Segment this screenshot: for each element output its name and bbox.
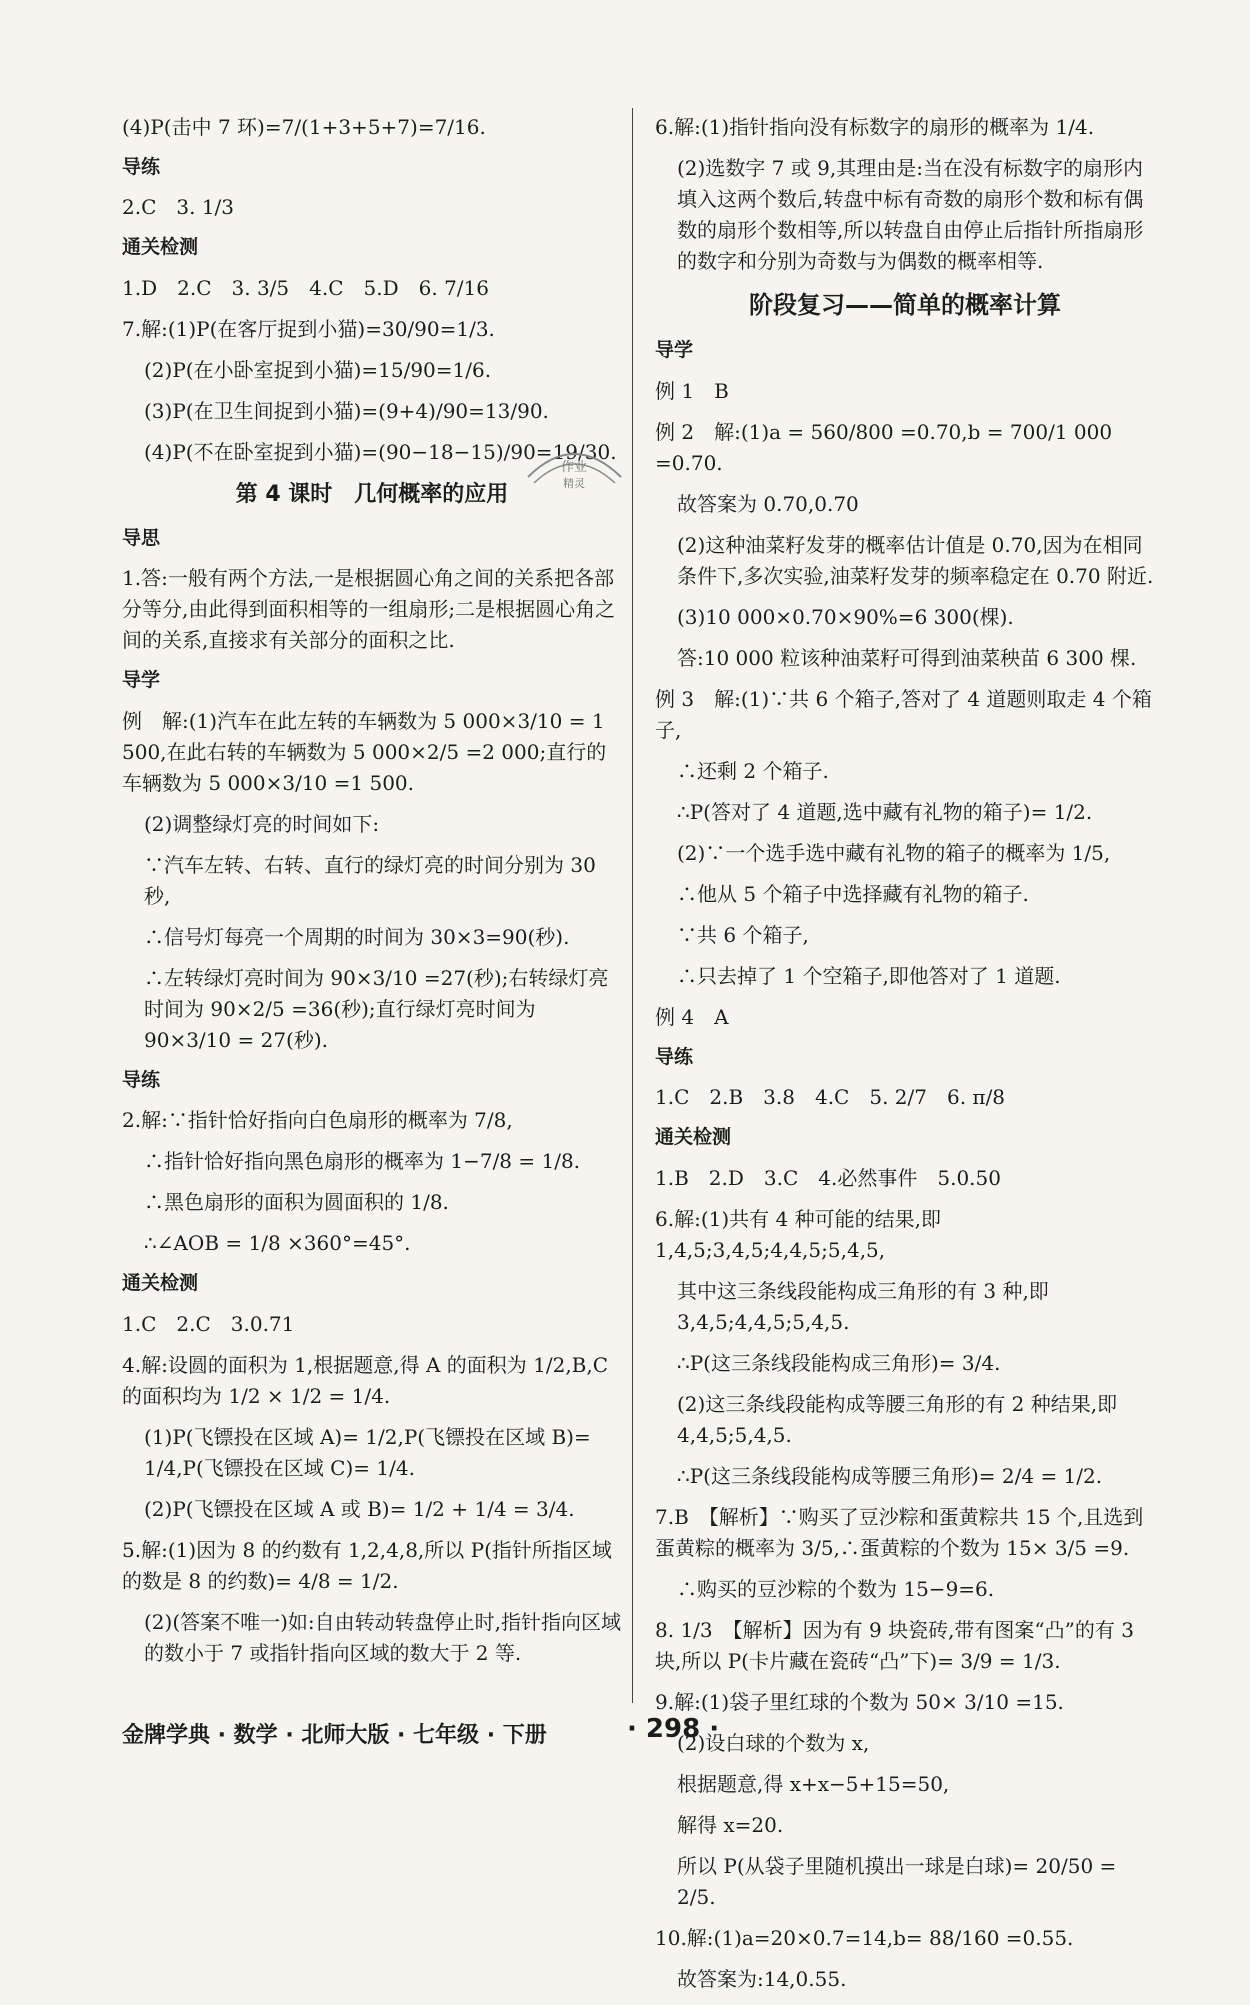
answer-line: ∴P(这三条线段能构成三角形)= 3/4. <box>677 1350 1001 1375</box>
answer-line: (1)P(飞镖投在区域 A)= 1/2,P(飞镖投在区域 B)= 1/4,P(飞镖投在区域 C)= 1/4. <box>144 1424 591 1480</box>
answer-line: 故答案为:14,0.55. <box>677 1966 847 1991</box>
answer-line: (3)10 000×0.70×90%=6 300(棵). <box>677 604 1014 629</box>
answer-line: 7.解:(1)P(在客厅捉到小猫)=30/90=1/3. <box>122 316 495 341</box>
answer-line: ∴他从 5 个箱子中选择藏有礼物的箱子. <box>677 881 1029 906</box>
answer-line: (2)∵一个选手选中藏有礼物的箱子的概率为 1/5, <box>677 840 1111 865</box>
lesson-title: 第 4 课时 几何概率的应用 <box>235 481 509 507</box>
answer-line: 例 3 解:(1)∵共 6 个箱子,答对了 4 道题则取走 4 个箱子, <box>655 686 1152 742</box>
answer-line: ∴还剩 2 个箱子. <box>677 758 829 783</box>
answer-line: 6.解:(1)共有 4 种可能的结果,即 1,4,5;3,4,5;4,4,5;5,4,5, <box>655 1206 941 1262</box>
answer-line: 1.C 2.C 3.0.71 <box>122 1311 295 1336</box>
book-title: 金牌学典 · 数学 · 北师大版 · 七年级 · 下册 <box>122 1723 547 1748</box>
lesson-title: 阶段复习——简单的概率计算 <box>749 291 1061 319</box>
page-number: · 298 · <box>627 1714 720 1744</box>
answer-line: 例 4 A <box>655 1004 729 1029</box>
answer-line: ∴信号灯每亮一个周期的时间为 30×3=90(秒). <box>144 924 570 949</box>
answer-line: 2.C 3. 1/3 <box>122 195 235 220</box>
answer-line: 9.解:(1)袋子里红球的个数为 50× 3/10 =15. <box>655 1689 1064 1714</box>
answer-line: 1.C 2.B 3.8 4.C 5. 2/7 6. π/8 <box>655 1085 1006 1110</box>
section-heading: 通关检测 <box>655 1126 732 1149</box>
answer-line: ∵共 6 个箱子, <box>677 922 809 947</box>
section-heading: 导学 <box>122 669 161 692</box>
answer-line: (2)调整绿灯亮的时间如下: <box>144 811 380 836</box>
stamp-text-1: 作业 <box>560 460 588 475</box>
answer-line: ∵汽车左转、右转、直行的绿灯亮的时间分别为 30 秒, <box>144 852 596 908</box>
answer-line: 答:10 000 粒该种油菜籽可得到油菜秧苗 6 300 棵. <box>677 645 1137 670</box>
answer-line: ∴P(答对了 4 道题,选中藏有礼物的箱子)= 1/2. <box>677 799 1093 824</box>
answer-line: 8. 1/3 【解析】因为有 9 块瓷砖,带有图案“凸”的有 3 块,所以 P(卡片藏在瓷砖“凸”下)= 3/9 = 1/3. <box>655 1617 1134 1673</box>
page-footer <box>122 1712 1152 1752</box>
section-heading: 通关检测 <box>122 1272 199 1295</box>
answer-line: 例 2 解:(1)a = 560/800 =0.70,b = 700/1 000 =0.70. <box>655 419 1113 475</box>
answer-line: (4)P(不在卧室捉到小猫)=(90−18−15)/90=19/30. <box>144 439 617 464</box>
section-heading: 通关检测 <box>122 236 199 259</box>
answer-line: (2)选数字 7 或 9,其理由是:当在没有标数字的扇形内填入这两个数后,转盘中标有奇数的扇形个数和标有偶数的扇形个数相等,所以转盘自由停止后指针所指扇形的数字和分别为奇数与为偶数的概率相等. <box>677 156 1144 273</box>
answer-line: 1.D 2.C 3. 3/5 4.C 5.D 6. 7/16 <box>122 275 489 300</box>
answer-line: (2)这种油菜籽发芽的概率估计值是 0.70,因为在相同条件下,多次实验,油菜籽发芽的频率稳定在 0.70 附近. <box>677 532 1154 588</box>
left-column <box>122 112 622 1679</box>
answer-line: (4)P(击中 7 环)=7/(1+3+5+7)=7/16. <box>122 115 486 139</box>
answer-line: 解得 x=20. <box>677 1812 784 1837</box>
answer-line: ∴购买的豆沙粽的个数为 15−9=6. <box>677 1576 995 1601</box>
answer-line: ∴∠AOB = 1/8 ×360°=45°. <box>144 1231 411 1256</box>
answer-line: 1.B 2.D 3.C 4.必然事件 5.0.50 <box>655 1165 1001 1190</box>
answer-line: 4.解:设圆的面积为 1,根据题意,得 A 的面积为 1/2,B,C 的面积均为 1/2 × 1/2 = 1/4. <box>122 1352 609 1408</box>
section-heading: 导思 <box>122 526 161 549</box>
section-heading: 导练 <box>655 1045 694 1068</box>
answer-line: (2)P(在小卧室捉到小猫)=15/90=1/6. <box>144 357 492 382</box>
section-heading: 导学 <box>655 339 694 362</box>
stamp-logo <box>522 435 627 495</box>
answer-line: (2)这三条线段能构成等腰三角形的有 2 种结果,即 4,4,5;5,4,5. <box>677 1391 1118 1447</box>
answer-line: ∴左转绿灯亮时间为 90×3/10 =27(秒);右转绿灯亮时间为 90×2/5 =36(秒);直行绿灯亮时间为 90×3/10 = 27(秒). <box>144 965 609 1052</box>
answer-line: 所以 P(从袋子里随机摸出一球是白球)= 20/50 = 2/5. <box>677 1853 1117 1909</box>
answer-line: 7.B 【解析】∵购买了豆沙粽和蛋黄粽共 15 个,且选到蛋黄粽的概率为 3/5,∴蛋黄粽的个数为 15× 3/5 =9. <box>655 1504 1144 1560</box>
answer-line: ∴黑色扇形的面积为圆面积的 1/8. <box>144 1190 449 1215</box>
section-heading: 导练 <box>122 1068 161 1091</box>
answer-line: 其中这三条线段能构成三角形的有 3 种,即 3,4,5;4,4,5;5,4,5. <box>677 1278 1049 1334</box>
stamp-text-2: 精灵 <box>563 477 585 490</box>
answer-line: 10.解:(1)a=20×0.7=14,b= 88/160 =0.55. <box>655 1925 1074 1950</box>
answer-line: 根据题意,得 x+x−5+15=50, <box>677 1771 950 1796</box>
answer-line: 例 解:(1)汽车在此左转的车辆数为 5 000×3/10 = 1 500,在此右转的车辆数为 5 000×2/5 =2 000;直行的车辆数为 5 000×3/10 =1 500. <box>122 708 607 795</box>
answer-line: (2)设白球的个数为 x, <box>677 1730 870 1755</box>
answer-line: 故答案为 0.70,0.70 <box>677 491 859 516</box>
section-heading: 导练 <box>122 156 161 178</box>
answer-line: ∴P(这三条线段能构成等腰三角形)= 2/4 = 1/2. <box>677 1463 1103 1488</box>
answer-line: 2.解:∵指针恰好指向白色扇形的概率为 7/8, <box>122 1108 513 1133</box>
answer-line: (2)(答案不唯一)如:自由转动转盘停止时,指针指向区域的数小于 7 或指针指向区域的数大于 2 等. <box>144 1609 622 1665</box>
answer-line: 例 1 B <box>655 378 729 403</box>
answer-line: (3)P(在卫生间捉到小猫)=(9+4)/90=13/90. <box>144 398 549 423</box>
answer-line: 1.答:一般有两个方法,一是根据圆心角之间的关系把各部分等分,由此得到面积相等的一组扇形;二是根据圆心角之间的关系,直接求有关部分的面积之比. <box>122 566 616 653</box>
answer-line: ∴只去掉了 1 个空箱子,即他答对了 1 道题. <box>677 963 1061 988</box>
answer-line: 5.解:(1)因为 8 的约数有 1,2,4,8,所以 P(指针所指区域的数是 8 的约数)= 4/8 = 1/2. <box>122 1537 612 1593</box>
answer-line: (2)P(飞镖投在区域 A 或 B)= 1/2 + 1/4 = 3/4. <box>144 1496 575 1521</box>
column-divider <box>632 108 633 1703</box>
answer-line: ∴指针恰好指向黑色扇形的概率为 1−7/8 = 1/8. <box>144 1149 581 1174</box>
answer-line: 6.解:(1)指针指向没有标数字的扇形的概率为 1/4. <box>655 115 1095 139</box>
